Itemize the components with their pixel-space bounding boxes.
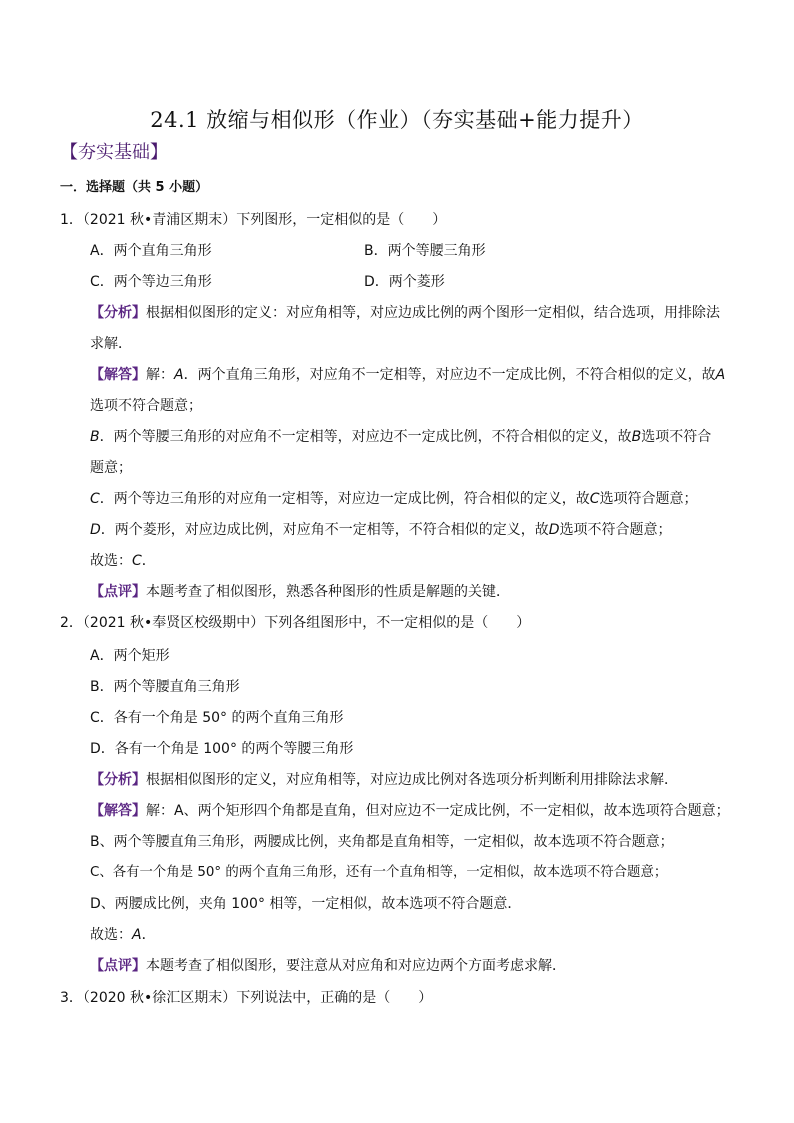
q2-option-a: A．两个矩形 [90, 648, 170, 664]
analysis-tag: 【分析】 [90, 305, 146, 321]
q3-stem: 3．（2020 秋•徐汇区期末）下列说法中，正确的是（ ） [60, 990, 433, 1006]
page-title: 24.1 放缩与相似形（作业）（夯实基础+能力提升） [150, 108, 644, 132]
q2-solution-line2: B、两个等腰直角三角形，两腰成比例，夹角都是直角相等，一定相似，故本选项不符合题意； [90, 834, 674, 850]
q2-solution: 【解答】解：A、两个矩形四个角都是直角，但对应边不一定成比例，不一定相似，故本选项符合题意； [90, 803, 730, 819]
q2-option-c: C．各有一个角是 50° 的两个直角三角形 [90, 710, 344, 726]
q2-answer: 故选：A． [90, 927, 156, 943]
q1-analysis-cont: 求解． [90, 336, 132, 352]
q2-comment: 【点评】本题考查了相似图形，要注意从对应角和对应边两个方面考虑求解． [90, 958, 566, 974]
q1-comment: 【点评】本题考查了相似图形，熟悉各种图形的性质是解题的关键． [90, 584, 510, 600]
q1-option-d: D．两个菱形 [364, 274, 445, 290]
part-heading: 一．选择题（共 5 小题） [60, 180, 209, 195]
q1-option-c: C．两个等边三角形 [90, 274, 212, 290]
analysis-text: 根据相似图形的定义：对应角相等，对应边成比例的两个图形一定相似，结合选项，用排除法 [146, 305, 720, 321]
q2-stem: 2．（2021 秋•奉贤区校级期中）下列各组图形中，不一定相似的是（ ） [60, 615, 531, 631]
q1-solution: 【解答】解：A．两个直角三角形，对应角不一定相等，对应边不一定成比例，不符合相似的定义，故A [90, 367, 726, 383]
q2-option-d: D．各有一个角是 100° 的两个等腰三角形 [90, 741, 354, 757]
section-heading: 【夯实基础】 [60, 142, 168, 163]
q1-solution-line4: 题意； [90, 460, 132, 476]
q2-option-b: B．两个等腰直角三角形 [90, 679, 240, 695]
q1-answer: 故选：C． [90, 553, 156, 569]
q1-solution-line6: D．两个菱形，对应边成比例，对应角不一定相等，不符合相似的定义，故D选项不符合题意； [90, 522, 672, 538]
comment-tag: 【点评】 [90, 584, 146, 600]
q2-analysis: 【分析】根据相似图形的定义，对应角相等，对应边成比例对各选项分析判断利用排除法求解． [90, 772, 678, 788]
q1-option-b: B．两个等腰三角形 [364, 243, 486, 259]
q1-solution-line2: 选项不符合题意； [90, 398, 202, 414]
q1-analysis [90, 303, 720, 323]
q2-solution-line4: D、两腰成比例，夹角 100° 相等，一定相似，故本选项不符合题意． [90, 896, 522, 912]
solution-tag: 【解答】 [90, 367, 146, 383]
q2-solution-line3: C、各有一个角是 50° 的两个直角三角形，还有一个直角相等，一定相似，故本选项不符合题意； [90, 865, 668, 880]
q1-solution-line5: C．两个等边三角形的对应角一定相等，对应边一定成比例，符合相似的定义，故C选项符合题意； [90, 491, 698, 507]
q1-option-a: A．两个直角三角形 [90, 243, 212, 259]
q1-solution-line3: B．两个等腰三角形的对应角不一定相等，对应边不一定成比例，不符合相似的定义，故B选项不符合 [90, 429, 712, 445]
q1-stem: 1．（2021 秋•青浦区期末）下列图形，一定相似的是（ ） [60, 212, 447, 228]
